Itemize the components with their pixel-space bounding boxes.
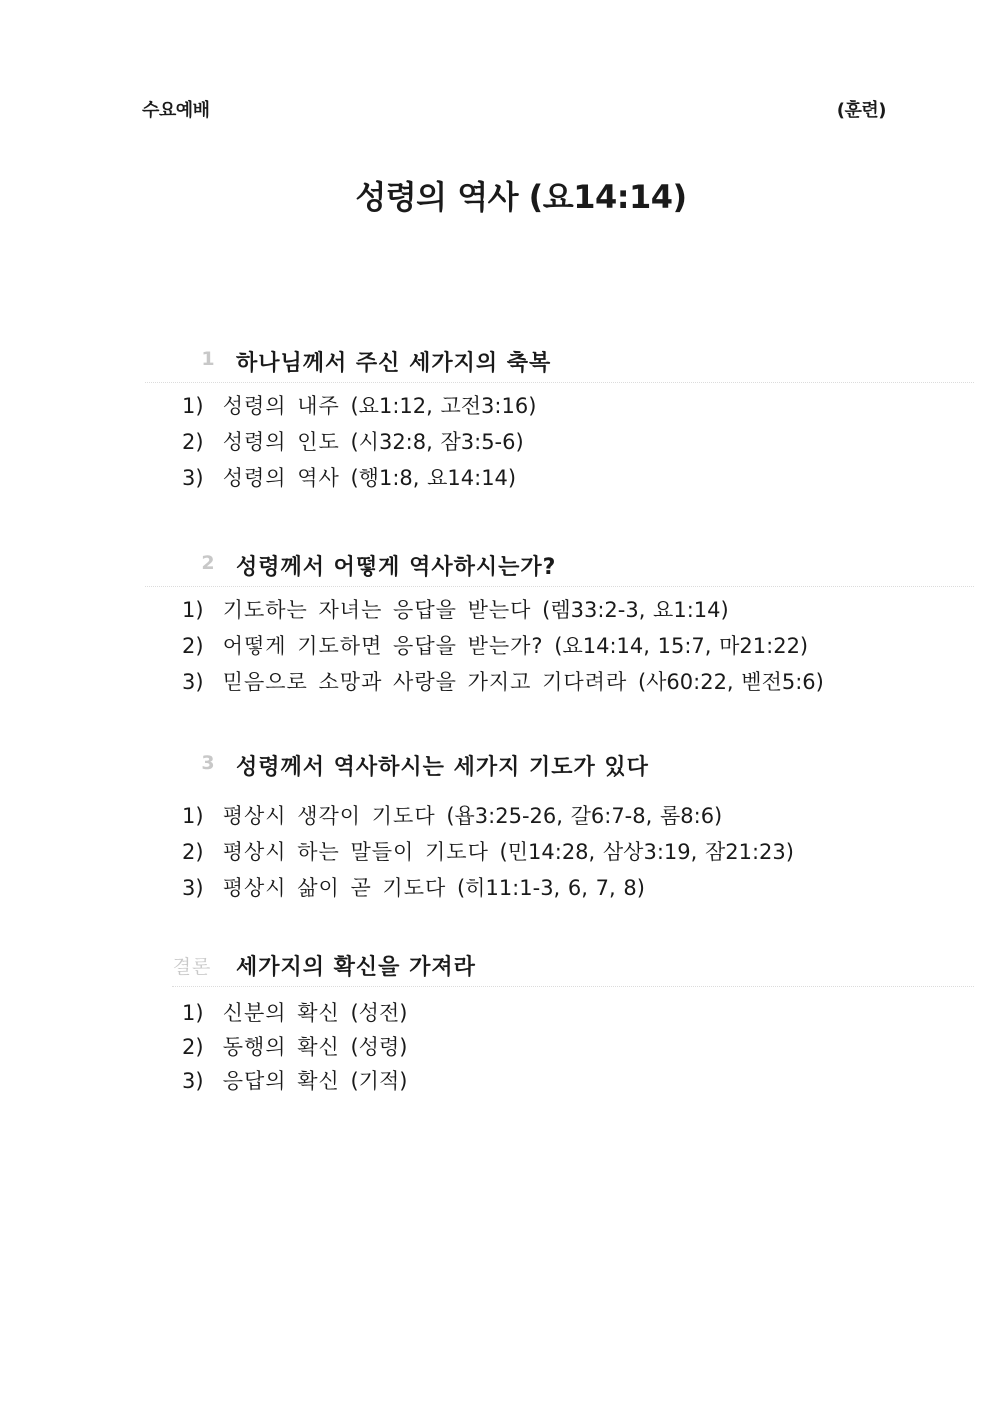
list-item bbox=[182, 834, 996, 870]
list-item bbox=[182, 424, 996, 460]
item-number: 3) bbox=[182, 876, 204, 900]
section-number: 3 bbox=[201, 752, 215, 774]
item-reference: (행1:8, 요14:14) bbox=[350, 466, 517, 490]
item-number: 2) bbox=[182, 430, 204, 454]
section-header bbox=[0, 548, 996, 584]
item-reference: (요1:12, 고전3:16) bbox=[350, 394, 537, 418]
item-reference: (히11:1-3, 6, 7, 8) bbox=[456, 876, 645, 900]
item-number: 2) bbox=[182, 1035, 204, 1059]
item-number: 3) bbox=[182, 1069, 204, 1093]
item-text: 기도하는 자녀는 응답을 받는다 bbox=[222, 598, 532, 622]
item-text: 성령의 역사 bbox=[222, 466, 340, 490]
section-marker: 결론 bbox=[172, 956, 212, 978]
section-divider bbox=[172, 986, 974, 987]
item-number: 3) bbox=[182, 466, 204, 490]
section-heading: 성령께서 어떻게 역사하시는가? bbox=[236, 555, 557, 580]
section-header bbox=[0, 344, 996, 380]
item-number: 1) bbox=[182, 598, 204, 622]
list-item bbox=[182, 996, 996, 1030]
service-label: 수요예배 bbox=[142, 100, 210, 121]
item-number: 1) bbox=[182, 804, 204, 828]
section-header bbox=[0, 948, 996, 984]
section-conclusion bbox=[0, 948, 996, 1098]
item-number: 2) bbox=[182, 634, 204, 658]
list-item bbox=[182, 592, 996, 628]
item-reference: (사60:22, 벧전5:6) bbox=[637, 670, 824, 694]
item-text: 믿음으로 소망과 사랑을 가지고 기다려라 bbox=[222, 670, 628, 694]
item-text: 평상시 삶이 곧 기도다 bbox=[222, 876, 447, 900]
item-reference: (성령) bbox=[350, 1035, 408, 1059]
category-label: (훈련) bbox=[836, 100, 886, 121]
section-heading: 세가지의 확신을 가져라 bbox=[236, 955, 476, 980]
item-list bbox=[0, 798, 996, 906]
list-item bbox=[182, 628, 996, 664]
item-list bbox=[0, 388, 996, 496]
section-divider bbox=[145, 586, 974, 587]
item-reference: (욥3:25-26, 갈6:7-8, 롬8:6) bbox=[446, 804, 723, 828]
list-item bbox=[182, 1064, 996, 1098]
section-number: 2 bbox=[201, 552, 215, 574]
section-3 bbox=[0, 748, 996, 906]
item-text: 평상시 하는 말들이 기도다 bbox=[222, 840, 489, 864]
item-reference: (기적) bbox=[350, 1069, 408, 1093]
list-item bbox=[182, 798, 996, 834]
item-reference: (민14:28, 삼상3:19, 잠21:23) bbox=[499, 840, 794, 864]
item-number: 1) bbox=[182, 394, 204, 418]
section-header bbox=[0, 748, 996, 784]
item-reference: (성전) bbox=[350, 1001, 408, 1025]
list-item bbox=[182, 870, 996, 906]
item-text: 동행의 확신 bbox=[222, 1035, 340, 1059]
list-item bbox=[182, 1030, 996, 1064]
section-1 bbox=[0, 344, 996, 496]
item-list bbox=[0, 592, 996, 700]
list-item bbox=[182, 664, 996, 700]
section-2 bbox=[0, 548, 996, 700]
item-text: 성령의 인도 bbox=[222, 430, 340, 454]
list-item bbox=[182, 460, 996, 496]
item-number: 3) bbox=[182, 670, 204, 694]
section-divider bbox=[145, 382, 974, 383]
section-heading: 성령께서 역사하시는 세가지 기도가 있다 bbox=[236, 755, 649, 780]
item-reference: (요14:14, 15:7, 마21:22) bbox=[554, 634, 809, 658]
page-title: 성령의 역사 (요14:14) bbox=[355, 178, 687, 216]
item-reference: (시32:8, 잠3:5-6) bbox=[350, 430, 524, 454]
item-number: 1) bbox=[182, 1001, 204, 1025]
item-text: 신분의 확신 bbox=[222, 1001, 340, 1025]
list-item bbox=[182, 388, 996, 424]
item-reference: (렘33:2-3, 요1:14) bbox=[542, 598, 729, 622]
item-number: 2) bbox=[182, 840, 204, 864]
section-number: 1 bbox=[201, 348, 215, 370]
item-text: 응답의 확신 bbox=[222, 1069, 340, 1093]
item-list bbox=[0, 996, 996, 1098]
section-heading: 하나님께서 주신 세가지의 축복 bbox=[236, 351, 552, 376]
item-text: 평상시 생각이 기도다 bbox=[222, 804, 436, 828]
item-text: 성령의 내주 bbox=[222, 394, 340, 418]
item-text: 어떻게 기도하면 응답을 받는가? bbox=[222, 634, 544, 658]
